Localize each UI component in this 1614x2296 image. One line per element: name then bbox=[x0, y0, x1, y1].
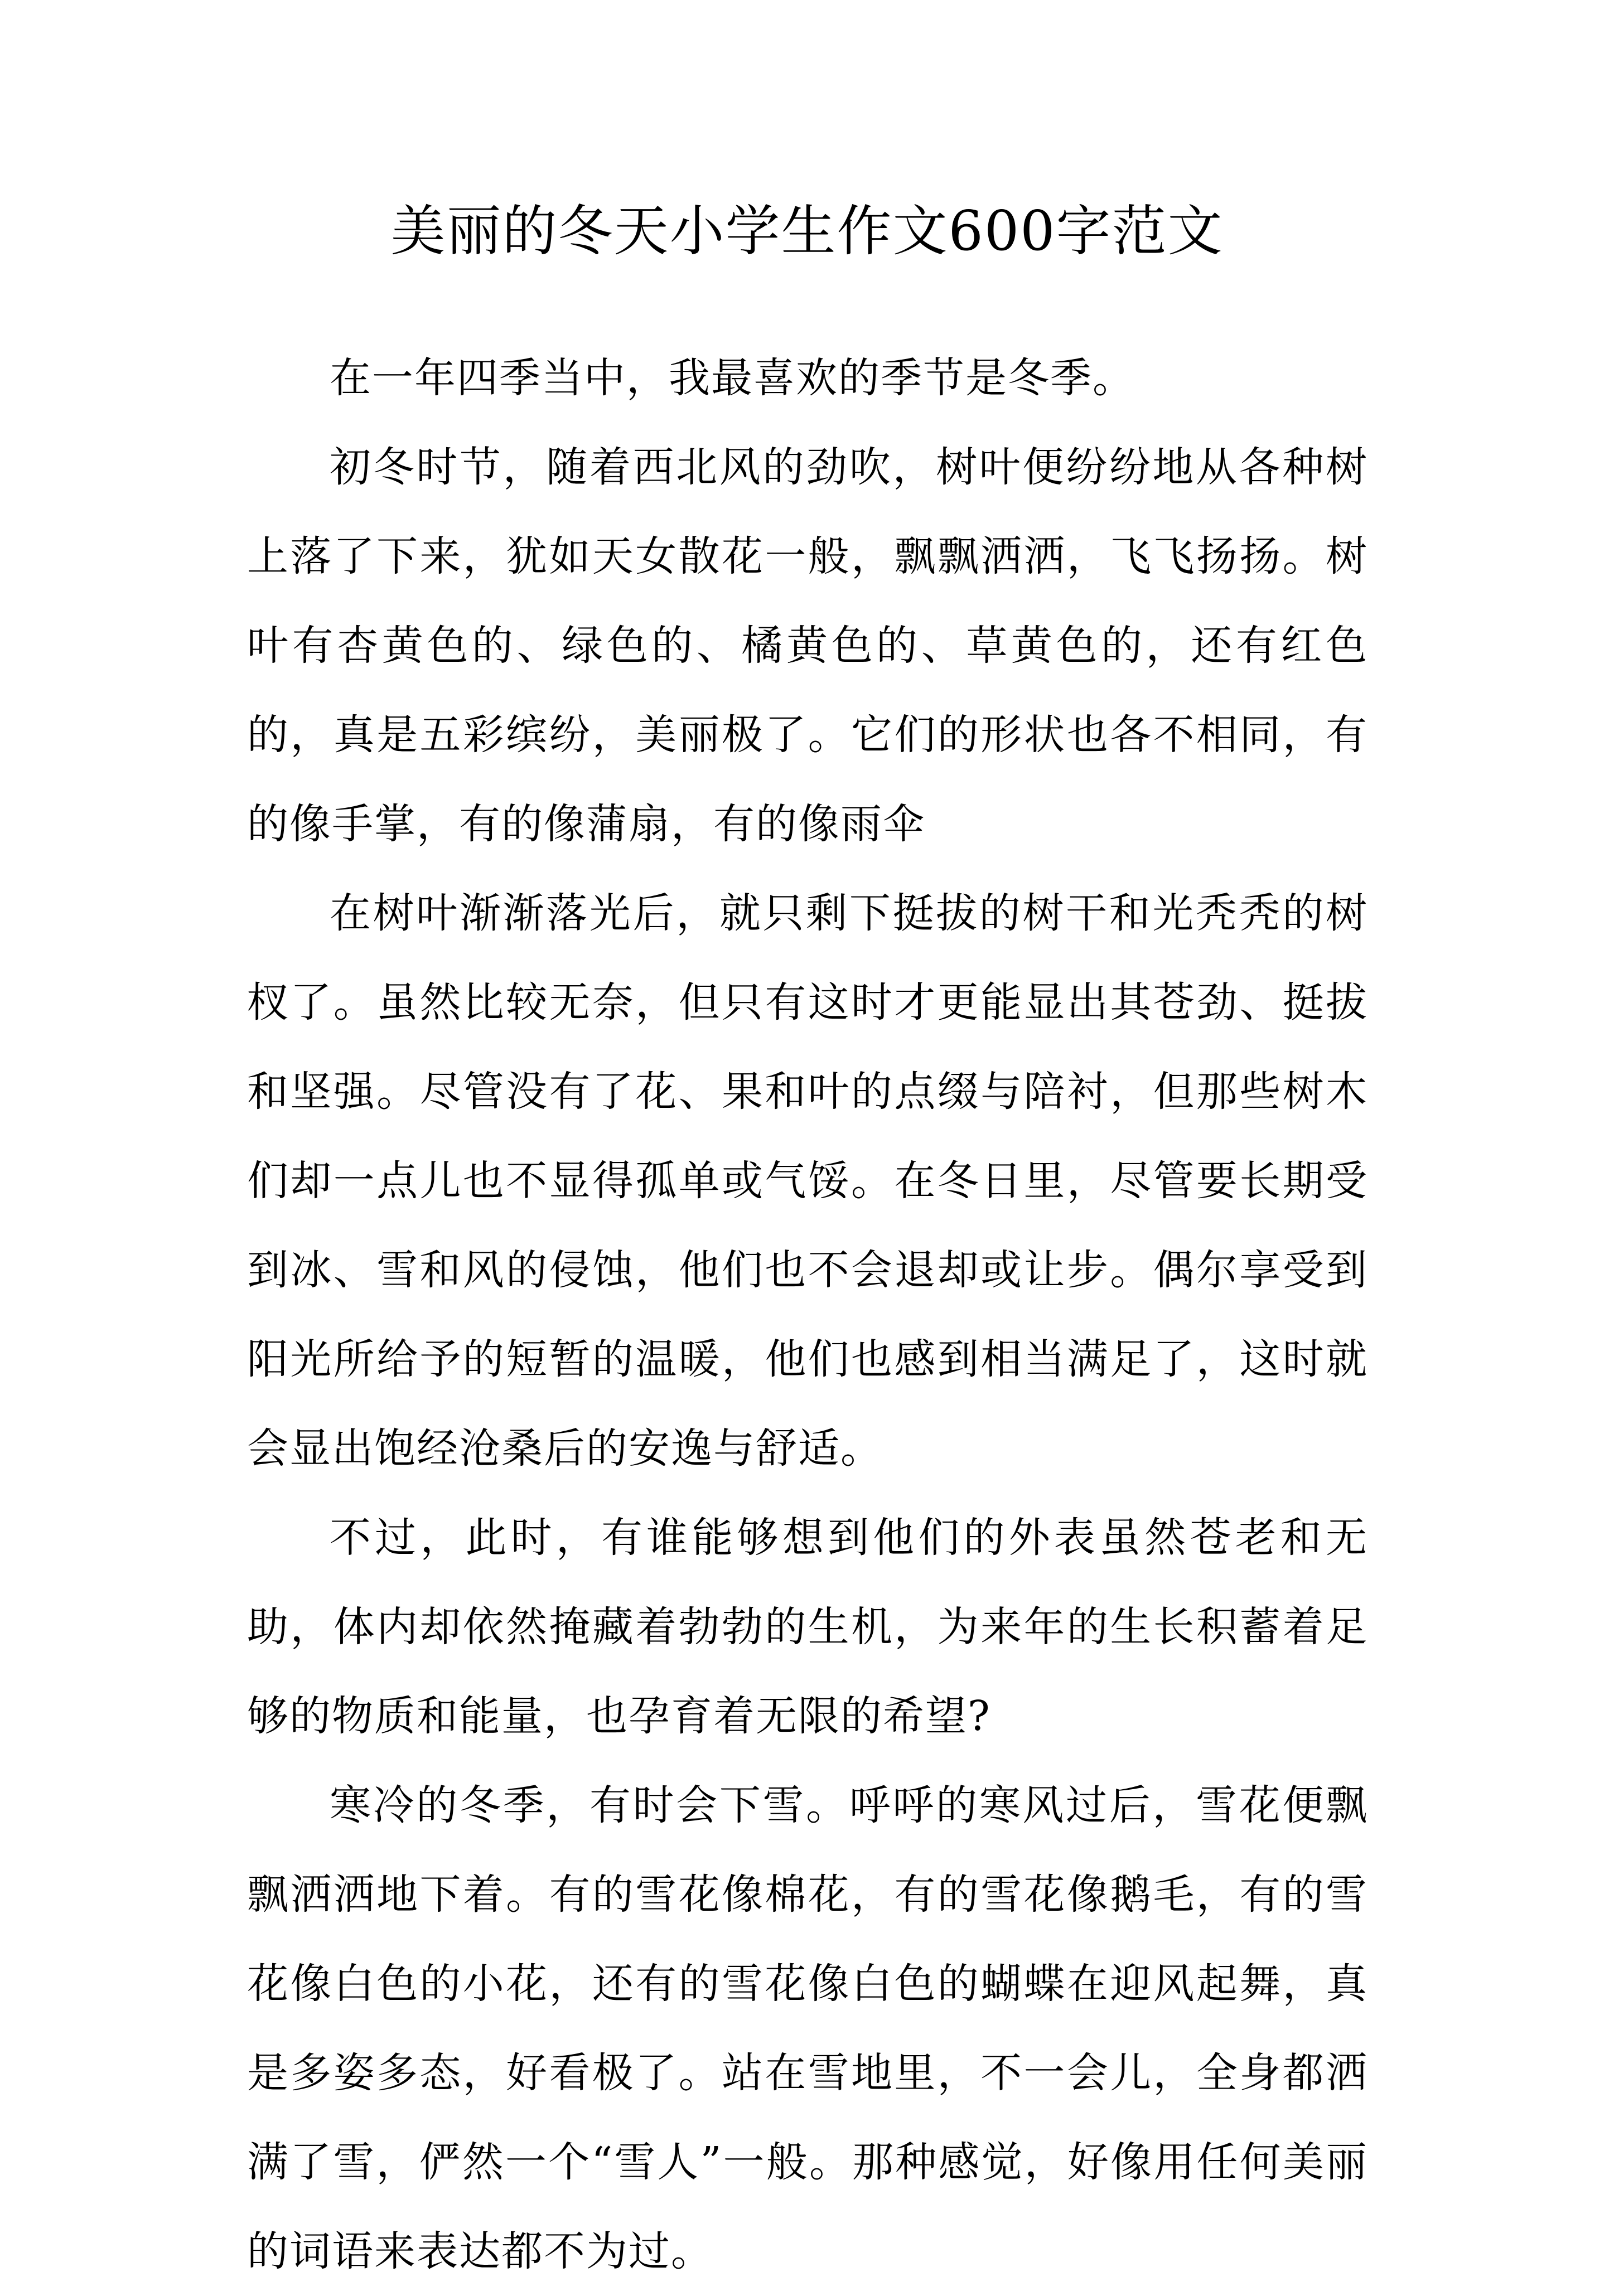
paragraph-5: 寒冷的冬季，有时会下雪。呼呼的寒风过后，雪花便飘飘洒洒地下着。有的雪花像棉花，有的雪花像鹅毛，有的雪花像白色的小花，还有的雪花像白色的蝴蝶在迎风起舞，真是多姿多态，好看极了。站在雪地里，不一会儿，全身都洒满了雪，俨然一个“雪人”一般。那种感觉，好像用任何美丽的词语来表达都不为过。 bbox=[247, 1781, 1368, 2275]
paragraph-4: 不过，此时，有谁能够想到他们的外表虽然苍老和无助，体内却依然掩藏着勃勃的生机，为来年的生长积蓄着足够的物质和能量，也孕育着无限的希望? bbox=[247, 1514, 1368, 1740]
paragraph-2: 初冬时节，随着西北风的劲吹，树叶便纷纷地从各种树上落了下来，犹如天女散花一般，飘飘洒洒，飞飞扬扬。树叶有杏黄色的、绿色的、橘黄色的、草黄色的，还有红色的，真是五彩缤纷，美丽极了。它们的形状也各不相同，有的像手掌，有的像蒲扇，有的像雨伞 bbox=[247, 443, 1368, 848]
paragraph-3: 在树叶渐渐落光后，就只剩下挺拔的树干和光秃秃的树杈了。虽然比较无奈，但只有这时才更能显出其苍劲、挺拔和坚强。尽管没有了花、果和叶的点缀与陪衬，但那些树木们却一点儿也不显得孤单或气馁。在冬日里，尽管要长期受到冰、雪和风的侵蚀，他们也不会退却或让步。偶尔享受到阳光所给予的短暂的温暖，他们也感到相当满足了，这时就会显出饱经沧桑后的安逸与舒适。 bbox=[247, 889, 1368, 1472]
document-body bbox=[247, 333, 1368, 2296]
paragraph-1: 在一年四季当中，我最喜欢的季节是冬季。 bbox=[330, 354, 1135, 402]
document-title: 美丽的冬天小学生作文600字范文 bbox=[390, 200, 1224, 263]
